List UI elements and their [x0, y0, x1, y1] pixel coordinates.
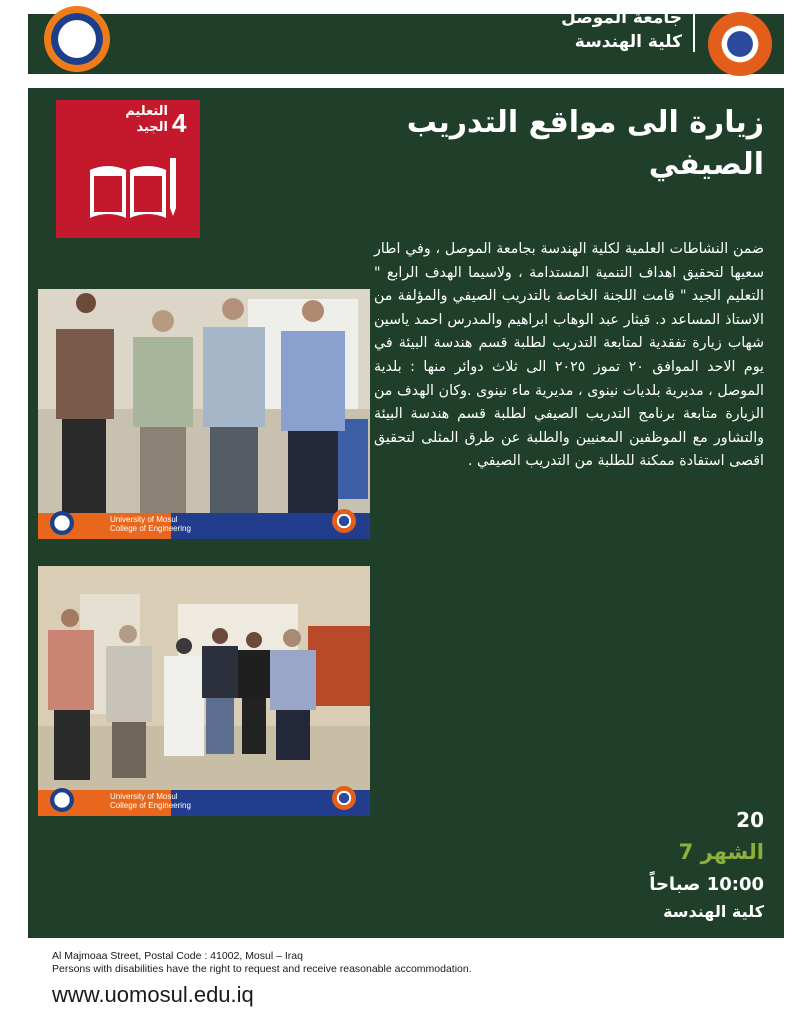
- event-day: 20: [736, 808, 764, 832]
- photo-2-caption: [110, 792, 191, 810]
- sdg-label: [96, 104, 168, 136]
- photo-2-illustration: [38, 566, 370, 816]
- photo-1-banner: [38, 513, 370, 539]
- photo-2-banner: [38, 790, 370, 816]
- photo-1-caption-line2: College of Engineering: [110, 524, 191, 533]
- sdg-number: 4: [172, 108, 187, 138]
- photo-2-caption-line1: University of Mosul: [110, 792, 178, 801]
- photo-2-caption-line2: College of Engineering: [110, 801, 191, 810]
- event-photo-1: [38, 289, 370, 539]
- footer-info: [52, 950, 472, 976]
- event-time: 10:00 صباحاً: [649, 874, 764, 895]
- photo-1-caption: [110, 515, 191, 533]
- event-photo-2: [38, 566, 370, 816]
- photo-1-illustration: [38, 289, 370, 539]
- college-name: كلية الهندسة: [574, 32, 682, 52]
- header-divider: [693, 10, 695, 52]
- photo-1-caption-line1: University of Mosul: [110, 515, 178, 524]
- event-place: كلية الهندسة: [663, 902, 764, 921]
- photo-2-college-icon: [332, 786, 356, 810]
- footer-notice: Persons with disabilities have the right to request and receive reasonable accommodation.: [52, 963, 472, 975]
- university-name: جامعة الموصل: [561, 8, 682, 28]
- sdg-label-line2: الجيد: [136, 120, 168, 135]
- header-title: [561, 6, 682, 54]
- event-description: ضمن النشاطات العلمية لكلية الهندسة بجامعة الموصل ، وفي اطار سعيها لتحقيق اهداف التنمية المستدامة ، ولاسيما الهدف الرابع " التعليم الجيد " قامت اللجنة الخاصة بالتدريب الصيفي والمؤلفة من الاستاذ المساعد د. قيثار عبد الوهاب ابراهيم والمدرس احمد ياسين شهاب زيارة تفقدية لمتابعة التدريب لطلبة قسم هندسة البيئة في يوم الاحد الموافق ٢٠ تموز ٢٠٢٥ الى ثلاث دوائر منها : بلدية الموصل ، مديرية بلديات نينوى ، مديرية ماء نينوى .وكان الهدف من الزيارة متابعة برنامج التدريب الصيفي لطلبة قسم هندسة البيئة والتشاور مع الموظفين المعنيين والطلبة عن طرق المثلى لتحقيق اقصى استفادة ممكنة للطلبة من التدريب الصيفي .: [374, 241, 764, 470]
- university-logo: [44, 6, 110, 72]
- event-month: الشهر 7: [678, 840, 764, 864]
- website-link[interactable]: www.uomosul.edu.iq: [52, 982, 254, 1007]
- footer-address: Al Majmoaa Street, Postal Code : 41002, Mosul – Iraq: [52, 950, 303, 962]
- sdg-label-line1: التعليم: [125, 104, 168, 119]
- photo-1-university-icon: [50, 511, 74, 535]
- college-logo: [708, 12, 772, 76]
- photo-1-college-icon: [332, 509, 356, 533]
- event-title: زيارة الى مواقع التدريب الصيفي: [406, 105, 764, 182]
- photo-2-university-icon: [50, 788, 74, 812]
